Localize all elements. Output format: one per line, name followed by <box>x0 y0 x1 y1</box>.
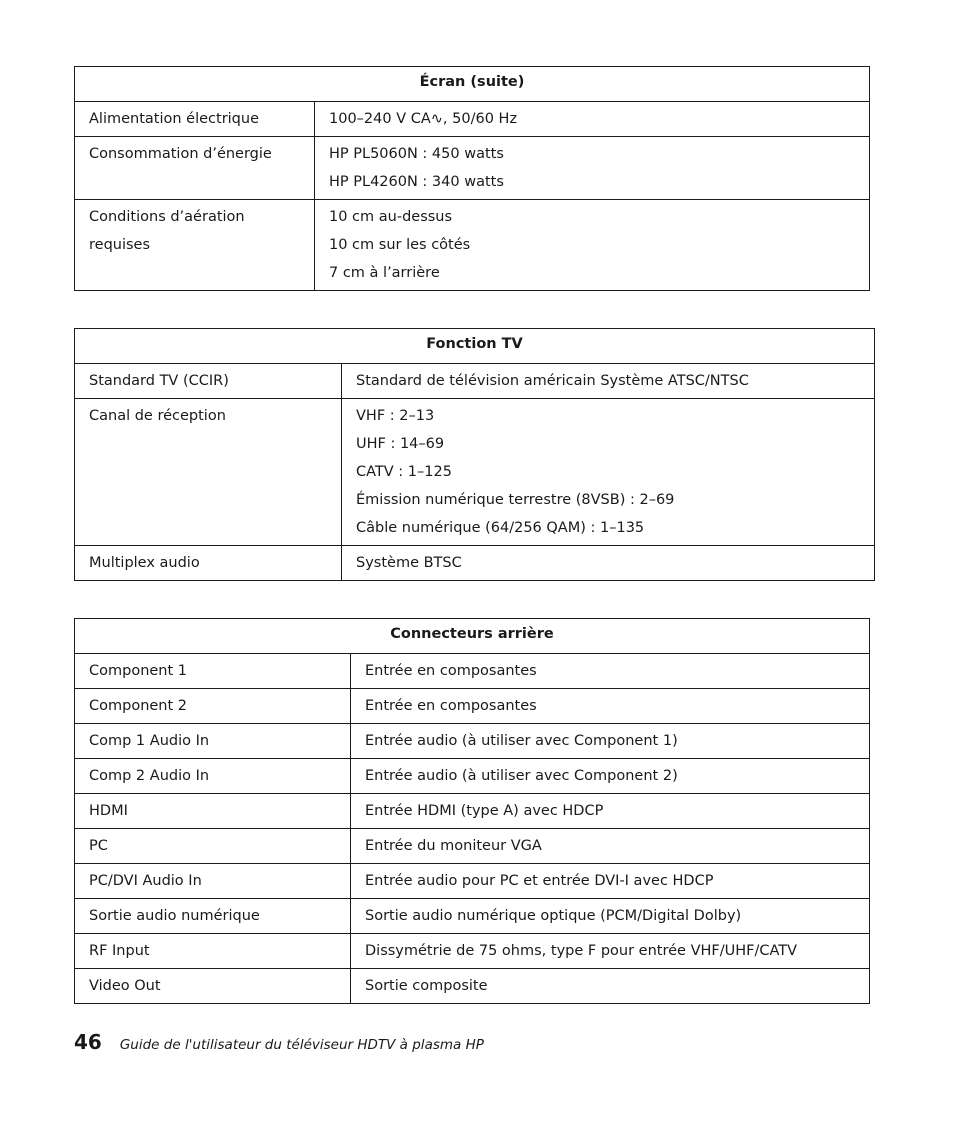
value-line: HP PL5060N : 450 watts <box>329 146 504 162</box>
ecran-spec-table <box>74 66 870 291</box>
table-row <box>75 934 870 969</box>
table-row <box>75 899 870 934</box>
row-label: Comp 2 Audio In <box>75 759 351 794</box>
table-row <box>75 724 870 759</box>
table-row <box>75 137 870 200</box>
value-line: HP PL4260N : 340 watts <box>329 174 504 190</box>
row-value: Entrée HDMI (type A) avec HDCP <box>351 794 870 829</box>
table-row <box>75 689 870 724</box>
value-line: CATV : 1–125 <box>356 464 452 480</box>
row-label: Video Out <box>75 969 351 1004</box>
row-label: Standard TV (CCIR) <box>75 364 342 399</box>
row-value: Entrée du moniteur VGA <box>351 829 870 864</box>
row-value: Sortie audio numérique optique (PCM/Digital Dolby) <box>351 899 870 934</box>
row-value <box>342 399 875 546</box>
row-value <box>315 102 870 137</box>
row-label: Canal de réception <box>75 399 342 546</box>
table-row <box>75 546 875 581</box>
value-line: 100–240 V CA∿, 50/60 Hz <box>329 111 518 127</box>
page-footer <box>74 1030 484 1054</box>
value-line: Système BTSC <box>356 555 462 571</box>
row-label: PC <box>75 829 351 864</box>
value-line: 10 cm sur les côtés <box>329 237 471 253</box>
row-value: Entrée audio (à utiliser avec Component 2) <box>351 759 870 794</box>
row-label: Component 1 <box>75 654 351 689</box>
row-label: Sortie audio numérique <box>75 899 351 934</box>
rear-connectors-table <box>74 618 870 1004</box>
row-value <box>342 546 875 581</box>
table-row <box>75 399 875 546</box>
table-title: Connecteurs arrière <box>75 619 870 654</box>
table-row <box>75 654 870 689</box>
row-value: Entrée audio pour PC et entrée DVI-I avec HDCP <box>351 864 870 899</box>
row-label: RF Input <box>75 934 351 969</box>
row-label: Consommation d’énergie <box>75 137 315 200</box>
value-line: Standard de télévision américain Système ATSC/NTSC <box>356 373 749 389</box>
table-row <box>75 829 870 864</box>
table-row <box>75 969 870 1004</box>
footer-title: Guide de l'utilisateur du téléviseur HDTV à plasma HP <box>119 1037 484 1053</box>
row-value <box>315 137 870 200</box>
table-row <box>75 102 870 137</box>
row-label: PC/DVI Audio In <box>75 864 351 899</box>
row-value: Dissymétrie de 75 ohms, type F pour entrée VHF/UHF/CATV <box>351 934 870 969</box>
row-label: Component 2 <box>75 689 351 724</box>
row-value <box>315 200 870 291</box>
row-value: Entrée audio (à utiliser avec Component 1) <box>351 724 870 759</box>
page-number: 46 <box>74 1030 102 1054</box>
table-header-row <box>75 329 875 364</box>
table-row <box>75 200 870 291</box>
tv-function-table <box>74 328 875 581</box>
value-line: Émission numérique terrestre (8VSB) : 2–69 <box>356 492 675 508</box>
row-value: Sortie composite <box>351 969 870 1004</box>
value-line: 10 cm au-dessus <box>329 209 453 225</box>
value-line: 7 cm à l’arrière <box>329 265 440 281</box>
row-value: Entrée en composantes <box>351 689 870 724</box>
table-row <box>75 759 870 794</box>
row-label: Comp 1 Audio In <box>75 724 351 759</box>
value-line: VHF : 2–13 <box>356 408 435 424</box>
table-title: Fonction TV <box>75 329 875 364</box>
table-title: Écran (suite) <box>75 67 870 102</box>
row-label: HDMI <box>75 794 351 829</box>
table-row <box>75 794 870 829</box>
row-value <box>342 364 875 399</box>
row-label: Multiplex audio <box>75 546 342 581</box>
table-row <box>75 364 875 399</box>
row-label: Conditions d’aération requises <box>75 200 315 291</box>
value-line: Câble numérique (64/256 QAM) : 1–135 <box>356 520 645 536</box>
table-row <box>75 864 870 899</box>
table-header-row <box>75 619 870 654</box>
row-label: Alimentation électrique <box>75 102 315 137</box>
row-value: Entrée en composantes <box>351 654 870 689</box>
value-line: UHF : 14–69 <box>356 436 445 452</box>
table-header-row <box>75 67 870 102</box>
